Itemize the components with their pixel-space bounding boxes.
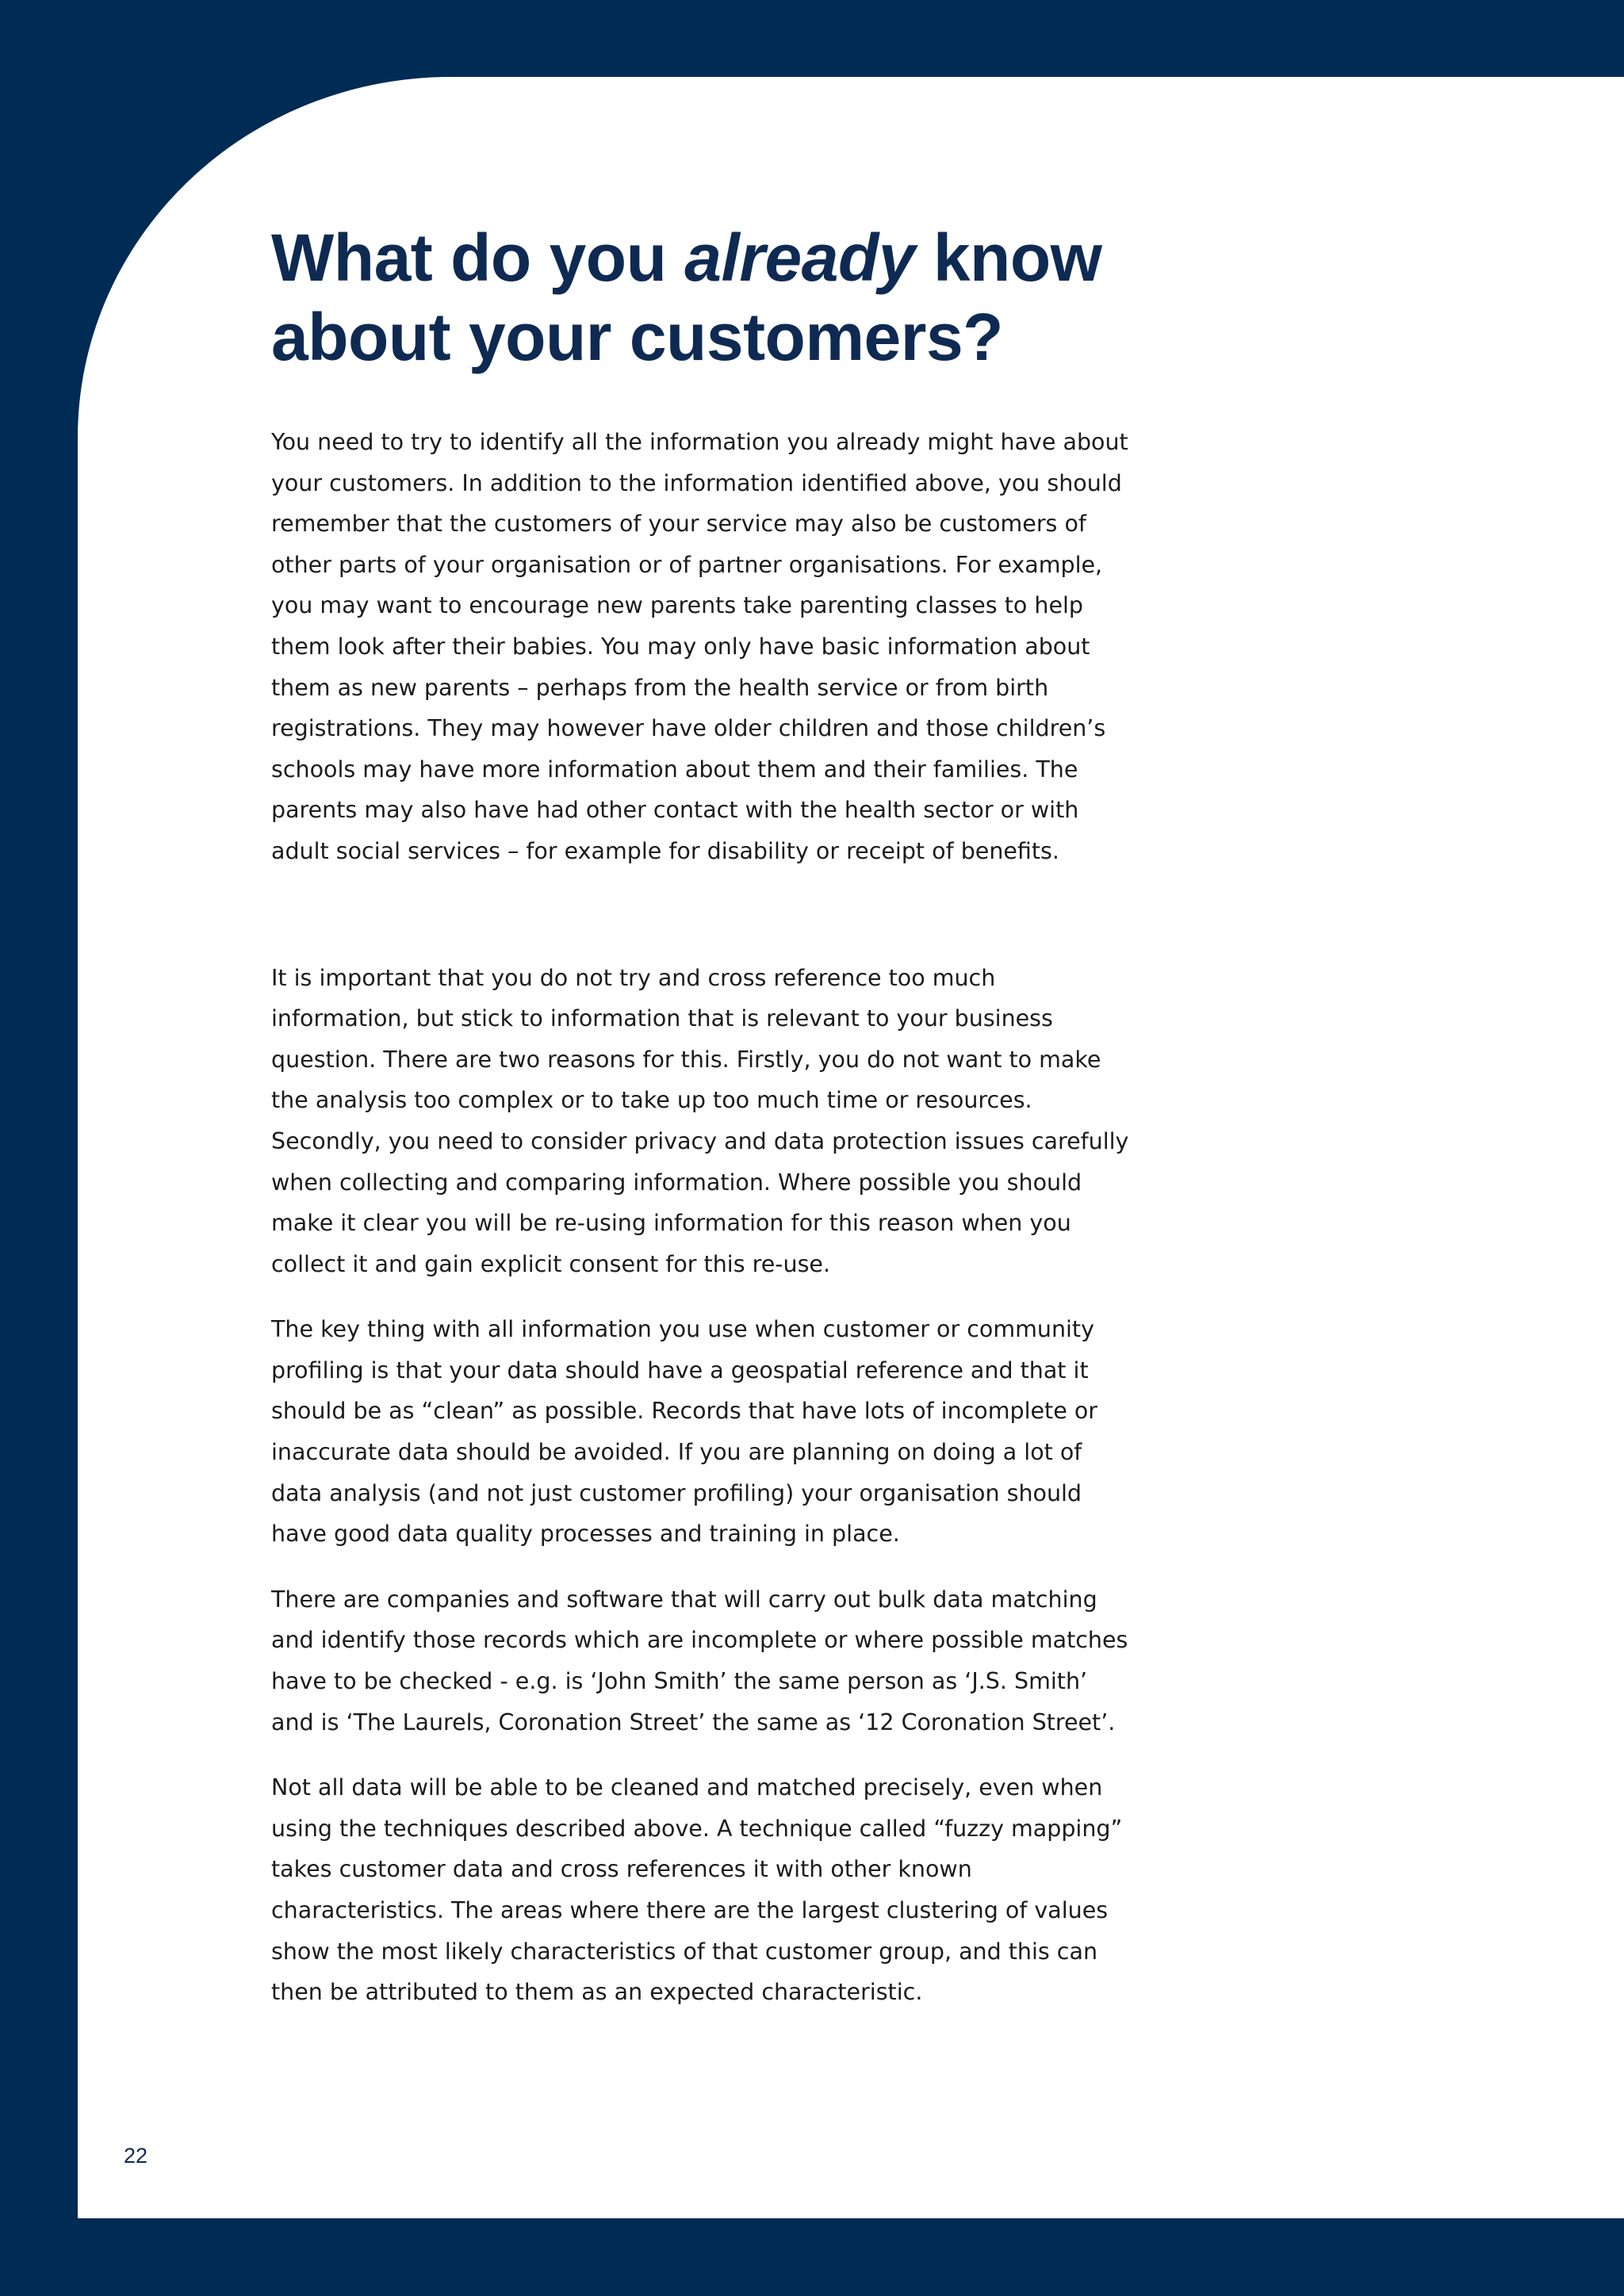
paragraph-data-matching: There are companies and software that will carry out bulk data matching and identify those records which are incomplete or where possible matches have to be checked - e.g. is ‘John Smith’ the same person as ‘J.S. Smith’ and is ‘The Laurels, Coronation Street’ the same as ‘12 Coronation Street’.: [271, 1586, 1128, 1735]
heading-part-1: What do you: [271, 220, 685, 295]
heading-part-2: know about your customers?: [271, 220, 1102, 374]
paragraph-existing-information: You need to try to identify all the information you already might have about your customers. In addition to the information identified above, you should remember that the customers of your service may also be customers of other parts of your organisation or of partner organisations. For example, you may want to encourage new parents take parenting classes to help them look after their babies. You may only have basic information about them as new parents – perhaps from the health service or from birth registrations. They may however have older children and those children’s schools may have more information about them and their families. The parents may also have had other contact with the health sector or with adult social services – for example for disability or receipt of benefits.: [271, 429, 1128, 864]
paragraph-cross-reference: It is important that you do not try and cross reference too much information, but stick to information that is relevant to your business question. There are two reasons for this. Firstly, you do not want to make the analysis too complex or to take up too much time or resources. Secondly, you need to consider privacy and data protection issues carefully when collecting and comparing information. Where possible you should make it clear you will be re-using information for this reason when you collect it and gain explicit consent for this re-use.: [271, 964, 1129, 1277]
heading-emphasis: already: [684, 220, 915, 295]
page-heading: [271, 218, 1223, 377]
body-text: [271, 422, 1129, 2038]
paragraph-data-quality: The key thing with all information you use when customer or community profiling is that your data should have a geospatial reference and that it should be as “clean” as possible. Records that have lots of incomplete or inaccurate data should be avoided. If you are planning on doing a lot of data analysis (and not just customer profiling) your organisation should have good data quality processes and training in place.: [271, 1316, 1097, 1548]
paragraph-fuzzy-mapping: Not all data will be able to be cleaned and matched precisely, even when using the techniques described above. A technique called “fuzzy mapping” takes customer data and cross references it with other known characteristics. The areas where there are the largest clustering of values show the most likely characteristics of that customer group, and this can then be attributed to them as an expected characteristic.: [271, 1774, 1123, 2006]
page-number: 22: [124, 2144, 148, 2168]
